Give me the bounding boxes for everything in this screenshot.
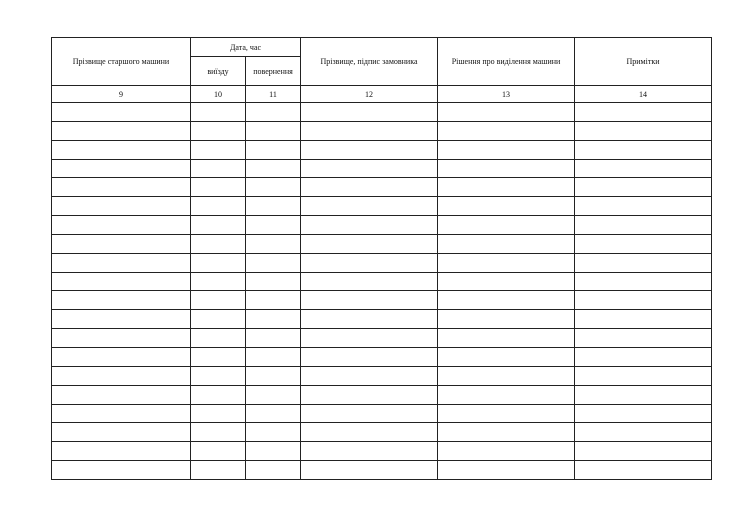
table-cell bbox=[438, 216, 575, 235]
table-cell bbox=[438, 366, 575, 385]
table-cell bbox=[52, 216, 191, 235]
table-cell bbox=[52, 423, 191, 442]
table-cell bbox=[301, 404, 438, 423]
table-row bbox=[52, 197, 712, 216]
table-cell bbox=[301, 423, 438, 442]
table-row bbox=[52, 347, 712, 366]
table-cell bbox=[438, 197, 575, 216]
table-cell bbox=[246, 272, 301, 291]
table-cell bbox=[191, 253, 246, 272]
table-cell bbox=[301, 216, 438, 235]
table-cell bbox=[52, 121, 191, 140]
header-senior-surname: Прізвище старшого машини bbox=[52, 38, 191, 86]
table-cell bbox=[191, 310, 246, 329]
table-row bbox=[52, 103, 712, 122]
table-row bbox=[52, 159, 712, 178]
table-cell bbox=[575, 461, 712, 480]
table-cell bbox=[301, 347, 438, 366]
table-cell bbox=[246, 103, 301, 122]
table-cell bbox=[246, 178, 301, 197]
table-cell bbox=[246, 197, 301, 216]
table-cell bbox=[191, 423, 246, 442]
column-number: 13 bbox=[438, 86, 575, 103]
table-row bbox=[52, 461, 712, 480]
table-cell bbox=[52, 385, 191, 404]
table-cell bbox=[301, 310, 438, 329]
table-cell bbox=[575, 140, 712, 159]
table-cell bbox=[301, 442, 438, 461]
header-departure: виїзду bbox=[191, 57, 246, 86]
table-cell bbox=[438, 385, 575, 404]
table-row bbox=[52, 329, 712, 348]
table-cell bbox=[438, 423, 575, 442]
table-row bbox=[52, 216, 712, 235]
table-cell bbox=[191, 442, 246, 461]
table-cell bbox=[191, 291, 246, 310]
table-cell bbox=[246, 253, 301, 272]
table-cell bbox=[575, 159, 712, 178]
table-cell bbox=[191, 121, 246, 140]
table-cell bbox=[52, 178, 191, 197]
table-cell bbox=[575, 291, 712, 310]
table-cell bbox=[575, 121, 712, 140]
table-cell bbox=[575, 442, 712, 461]
table-cell bbox=[438, 178, 575, 197]
table-cell bbox=[575, 197, 712, 216]
table-cell bbox=[246, 291, 301, 310]
table-cell bbox=[52, 442, 191, 461]
table-cell bbox=[246, 385, 301, 404]
table-row bbox=[52, 442, 712, 461]
table-cell bbox=[438, 159, 575, 178]
table-cell bbox=[191, 404, 246, 423]
table-cell bbox=[52, 253, 191, 272]
table-cell bbox=[575, 329, 712, 348]
table-cell bbox=[246, 159, 301, 178]
column-number: 11 bbox=[246, 86, 301, 103]
table-row bbox=[52, 366, 712, 385]
header-notes: Примітки bbox=[575, 38, 712, 86]
table-cell bbox=[301, 140, 438, 159]
table-cell bbox=[246, 234, 301, 253]
column-number: 9 bbox=[52, 86, 191, 103]
table-cell bbox=[575, 385, 712, 404]
table-cell bbox=[246, 423, 301, 442]
table-row bbox=[52, 385, 712, 404]
table-cell bbox=[575, 103, 712, 122]
table-cell bbox=[52, 272, 191, 291]
table-row bbox=[52, 121, 712, 140]
table-cell bbox=[575, 347, 712, 366]
table-cell bbox=[191, 103, 246, 122]
table-cell bbox=[575, 178, 712, 197]
table-cell bbox=[301, 103, 438, 122]
table-cell bbox=[52, 159, 191, 178]
table-cell bbox=[191, 140, 246, 159]
table-cell bbox=[301, 461, 438, 480]
table-cell bbox=[52, 234, 191, 253]
table-cell bbox=[438, 121, 575, 140]
table-row bbox=[52, 178, 712, 197]
table-cell bbox=[191, 216, 246, 235]
header-decision: Рішення про виділення машини bbox=[438, 38, 575, 86]
table-row bbox=[52, 253, 712, 272]
table-cell bbox=[52, 310, 191, 329]
table-cell bbox=[52, 103, 191, 122]
table-cell bbox=[301, 329, 438, 348]
table-cell bbox=[191, 366, 246, 385]
table-cell bbox=[438, 291, 575, 310]
table-cell bbox=[438, 310, 575, 329]
table-cell bbox=[575, 216, 712, 235]
table-cell bbox=[191, 347, 246, 366]
table-cell bbox=[301, 366, 438, 385]
column-number: 10 bbox=[191, 86, 246, 103]
table-cell bbox=[246, 121, 301, 140]
table-cell bbox=[301, 272, 438, 291]
table-cell bbox=[52, 291, 191, 310]
table-cell bbox=[246, 310, 301, 329]
header-customer: Прізвище, підпис замовника bbox=[301, 38, 438, 86]
table-cell bbox=[52, 347, 191, 366]
table-cell bbox=[438, 404, 575, 423]
table-cell bbox=[191, 385, 246, 404]
column-number: 14 bbox=[575, 86, 712, 103]
table-cell bbox=[52, 461, 191, 480]
table-cell bbox=[575, 272, 712, 291]
table-row bbox=[52, 310, 712, 329]
table-cell bbox=[575, 423, 712, 442]
table-cell bbox=[438, 103, 575, 122]
table-cell bbox=[575, 253, 712, 272]
table-cell bbox=[438, 329, 575, 348]
table-cell bbox=[52, 404, 191, 423]
table-cell bbox=[191, 461, 246, 480]
table-cell bbox=[246, 366, 301, 385]
table-row bbox=[52, 291, 712, 310]
column-number-row bbox=[52, 86, 712, 103]
table-cell bbox=[301, 178, 438, 197]
table-cell bbox=[438, 272, 575, 291]
table-cell bbox=[301, 253, 438, 272]
table-cell bbox=[52, 366, 191, 385]
table-row bbox=[52, 423, 712, 442]
table-row bbox=[52, 140, 712, 159]
table-cell bbox=[191, 234, 246, 253]
table-cell bbox=[246, 442, 301, 461]
header-return: повернення bbox=[246, 57, 301, 86]
table-cell bbox=[301, 197, 438, 216]
table-cell bbox=[191, 159, 246, 178]
table-cell bbox=[246, 461, 301, 480]
table-cell bbox=[575, 404, 712, 423]
table-cell bbox=[191, 272, 246, 291]
table-cell bbox=[301, 121, 438, 140]
table-cell bbox=[191, 178, 246, 197]
table-cell bbox=[246, 329, 301, 348]
table-cell bbox=[301, 385, 438, 404]
table-cell bbox=[575, 366, 712, 385]
table-cell bbox=[246, 216, 301, 235]
table-cell bbox=[438, 234, 575, 253]
table-cell bbox=[438, 253, 575, 272]
header-row-top bbox=[52, 38, 712, 57]
table-cell bbox=[52, 329, 191, 348]
table-cell bbox=[438, 140, 575, 159]
table-cell bbox=[438, 442, 575, 461]
header-date-time: Дата, час bbox=[191, 38, 301, 57]
table-row bbox=[52, 234, 712, 253]
table-cell bbox=[438, 347, 575, 366]
log-body bbox=[52, 103, 712, 480]
table-cell bbox=[301, 291, 438, 310]
table-row bbox=[52, 404, 712, 423]
table-cell bbox=[191, 197, 246, 216]
vehicle-log-table bbox=[51, 37, 712, 480]
table-cell bbox=[575, 234, 712, 253]
table-cell bbox=[301, 159, 438, 178]
table-cell bbox=[191, 329, 246, 348]
table-row bbox=[52, 272, 712, 291]
table-cell bbox=[246, 347, 301, 366]
table-cell bbox=[301, 234, 438, 253]
table-cell bbox=[575, 310, 712, 329]
table-cell bbox=[52, 140, 191, 159]
table-cell bbox=[246, 404, 301, 423]
table-cell bbox=[52, 197, 191, 216]
table-cell bbox=[246, 140, 301, 159]
column-number: 12 bbox=[301, 86, 438, 103]
table-cell bbox=[438, 461, 575, 480]
